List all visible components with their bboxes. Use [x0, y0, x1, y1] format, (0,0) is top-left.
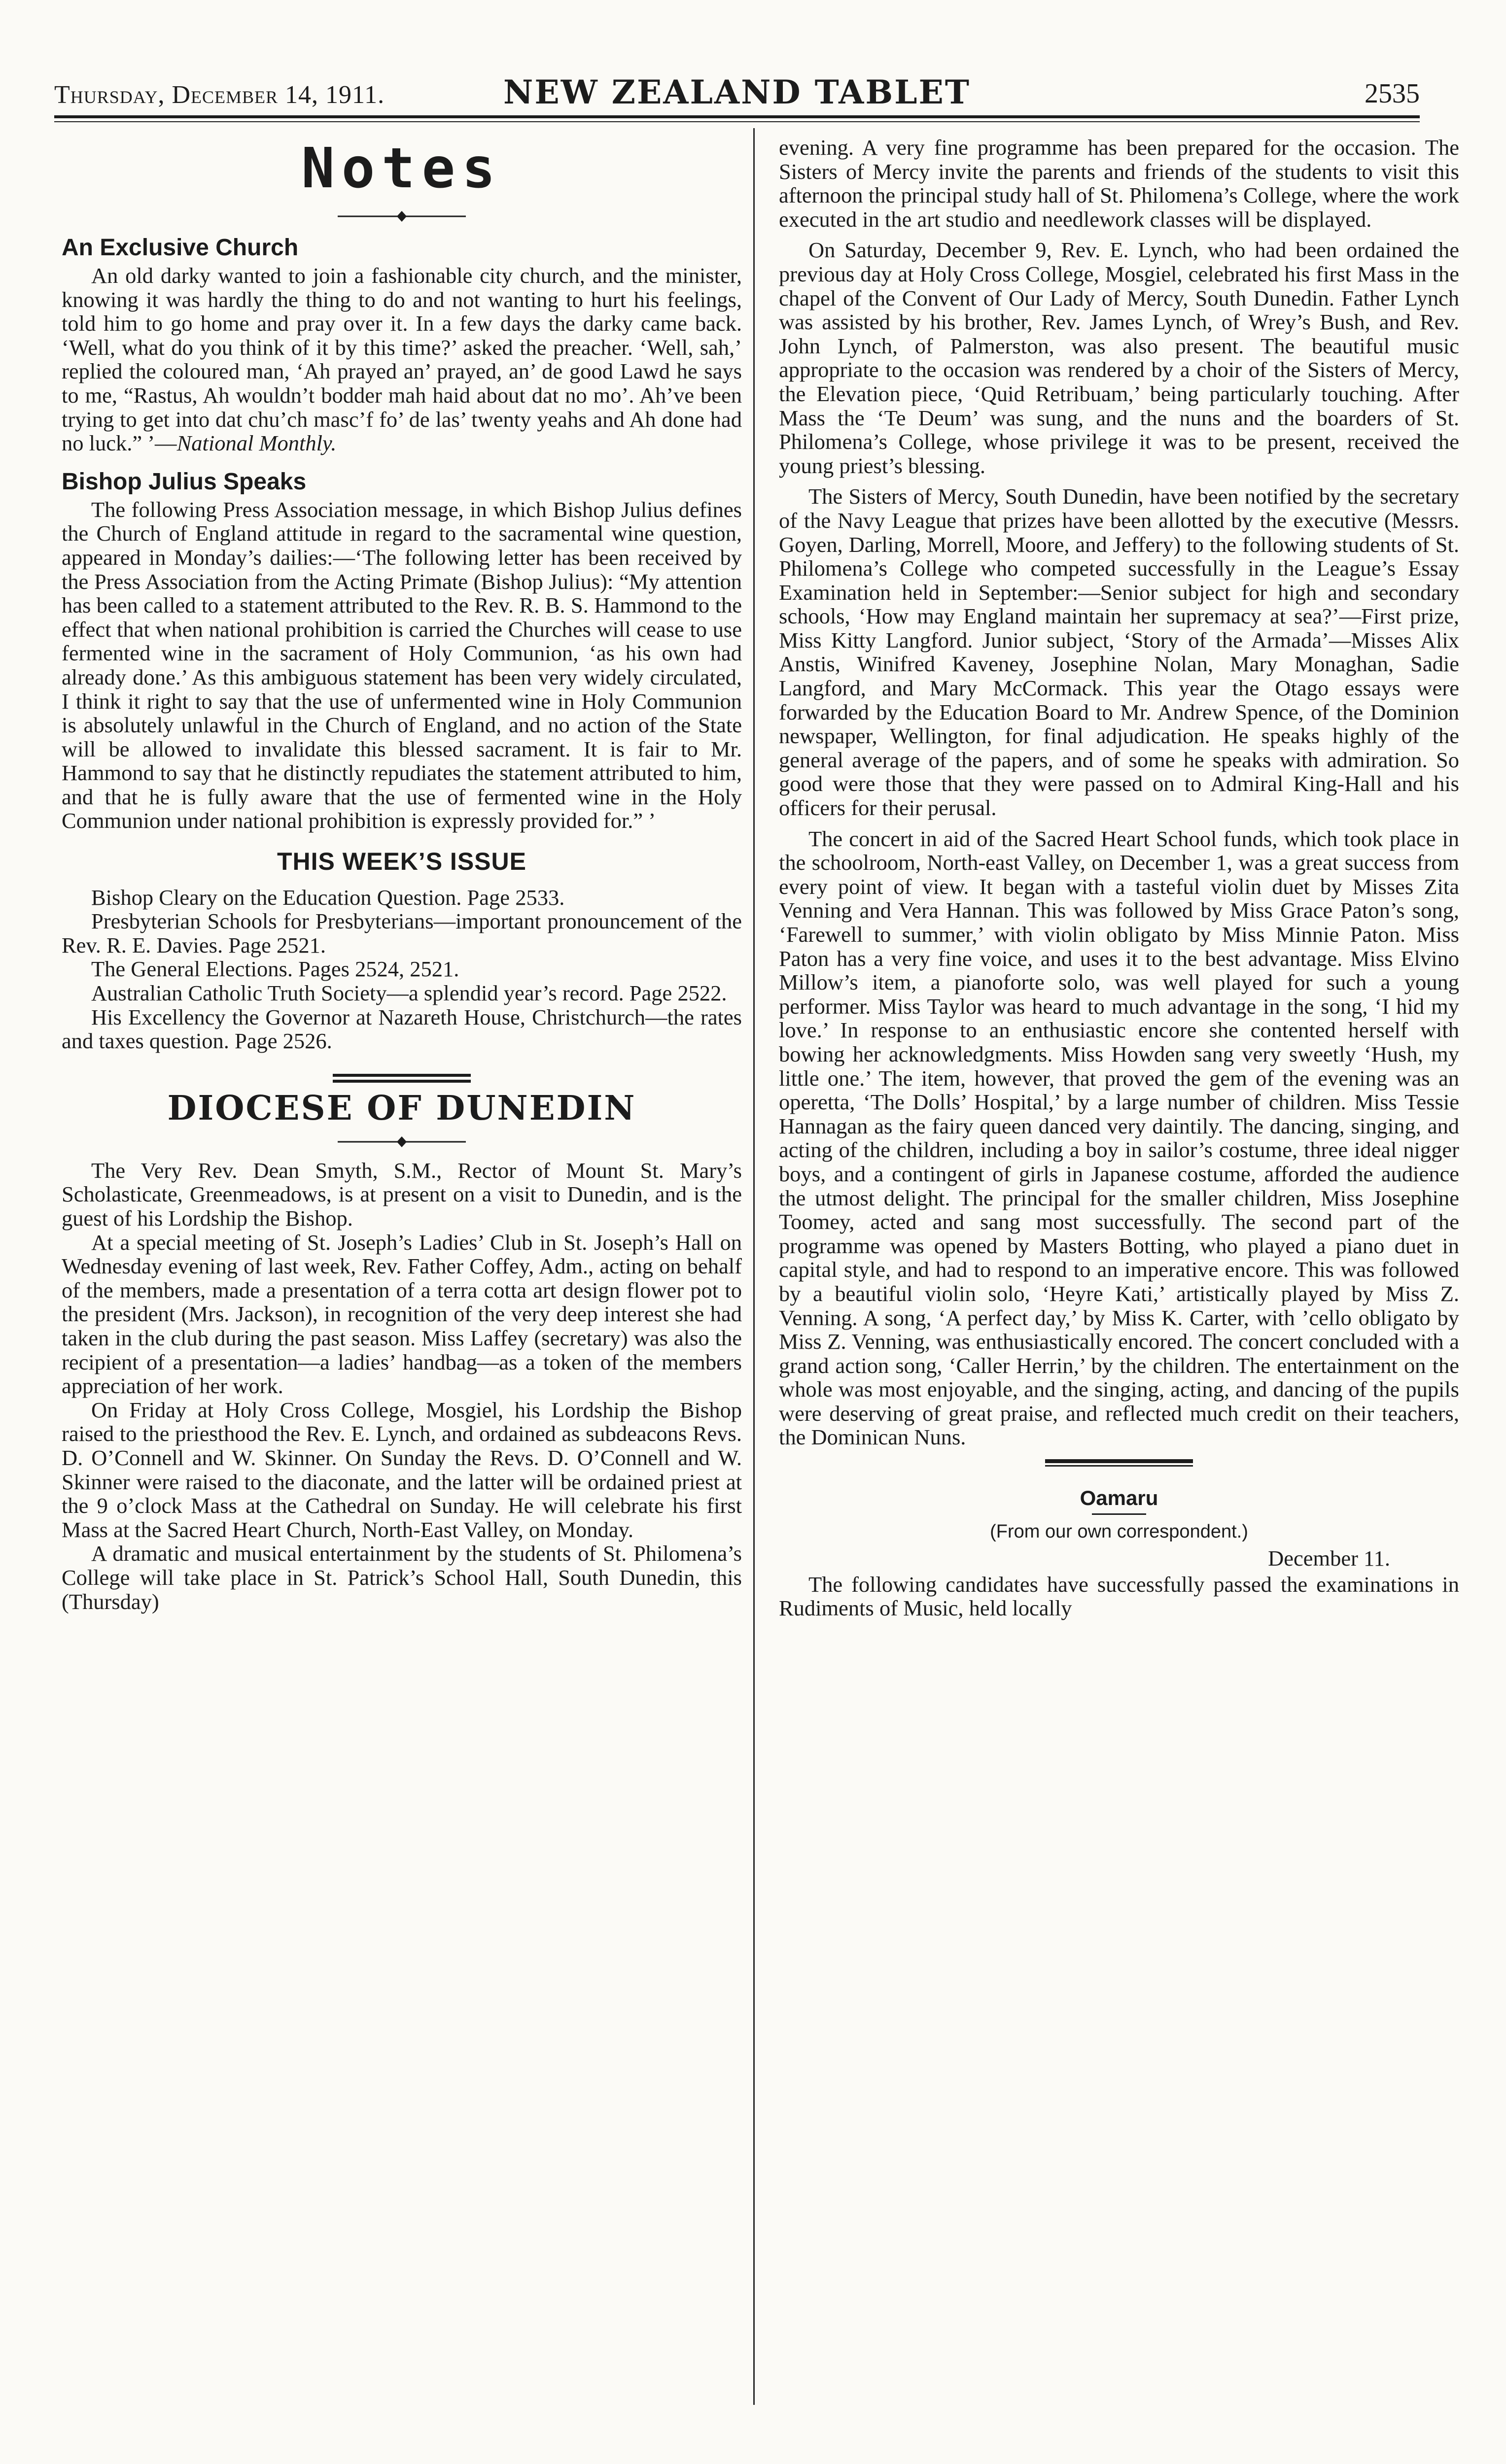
left-column — [62, 136, 742, 1613]
bishop-julius-body: The following Press Association message, in which Bishop Julius defines the Church of England attitude in regard to the sacramental wine question, appeared in Monday’s dailies:—‘The following letter has been received by the Press Association from the Acting Primate (Bishop Julius): “My attention has been called to a statement attributed to the Rev. R. B. S. Hammond to the effect that when national prohibition is carried the Churches will cease to use fermented wine in the sacrament of Holy Communion, ‘as his own had already done.’ As this ambiguous statement has been very widely circulated, I think it right to say that the use of unfermented wine in Holy Communion is absolutely unlawful in the Church of England, and no action of the State will be allowed to invalidate this blessed sacrament. It is fair to Mr. Hammond to say that he distinctly repudiates the statement attributed to him, and that he is fully aware that the use of fermented wine in the Holy Communion under national prohibition is expressly provided for.” ’ — [62, 497, 742, 833]
list-item: The General Elections. Pages 2524, 2521. — [91, 957, 459, 982]
header-rule-thin — [54, 121, 1420, 122]
exclusive-church-body: An old darky wanted to join a fashionable city church, and the minister, knowing it was hardly the thing to do and not wanting to hurt his feelings, told him to go home and pray over it. In a few days the darky came back. ‘Well, what do you think of it by this time?’ asked the preacher. ‘Well, sah,’ replied the coloured man, ‘Ah prayed an’ prayed, an’ de good Lawd he says to me, “Rastus, Ah wouldn’t bodder mah haid about dat no mo’. Ah’ve been trying to get into dat chu’ch masc’f fo’ de las’ twenty yeahs and Ah done had no luck.” ’—National Monthly. — [62, 263, 742, 456]
notes-title: Notes — [301, 137, 502, 201]
exclusive-church-source: National Monthly. — [176, 431, 337, 456]
column-divider — [753, 128, 755, 2405]
diamond-ornament-icon — [62, 1130, 742, 1147]
issue-contents-list — [62, 886, 742, 1053]
diocese-paragraph: On Friday at Holy Cross College, Mosgiel, his Lordship the Bishop raised to the priesthood the Rev. E. Lynch, and ordained as subdeacons Revs. D. O’Connell and W. Skinner. On Sunday the Revs. D. O’Connell and W. Skinner were raised to the diaconate, and the latter will be ordained priest at the 9 o’clock Mass at the Cathedral on Sunday. He will celebrate his first Mass at the Sacred Heart Church, North-East Valley, on Monday. — [62, 1397, 742, 1542]
header-rule-thick — [54, 115, 1420, 118]
oamaru-heading: Oamaru — [1080, 1486, 1158, 1510]
diamond-ornament-icon — [62, 205, 742, 221]
oamaru-rule — [1092, 1513, 1146, 1515]
oamaru-dateline: December 11. — [1268, 1546, 1390, 1571]
list-item: Bishop Cleary on the Education Question. Page 2533. — [91, 885, 565, 910]
continued-paragraph: evening. A very fine programme has been prepared for the occasion. The Sisters of Mercy invite the parents and friends of the students to visit this afternoon the principal study hall of St. Philomena’s College, where the work executed in the art studio and needlework classes will be displayed. — [779, 135, 1459, 232]
diocese-paragraph: At a special meeting of St. Joseph’s Ladies’ Club in St. Joseph’s Hall on Wednesday evening of last week, Rev. Father Coffey, Adm., acting on behalf of the members, made a presentation of a terra cotta art design flower pot to the president (Mrs. Jackson), in recognition of the very deep interest she had taken in the club during the past season. Miss Laffey (secretary) was also the recipient of a presentation—a ladies’ handbag—as a token of the members appreciation of her work. — [62, 1230, 742, 1399]
diocese-paragraph: A dramatic and musical entertainment by the students of St. Philomena’s College will take place in St. Patrick’s School Hall, South Dunedin, this (Thursday) — [62, 1541, 742, 1614]
section-heading-exclusive-church: An Exclusive Church — [62, 235, 299, 261]
navy-league-paragraph: The Sisters of Mercy, South Dunedin, have been notified by the secretary of the Navy League that prizes have been allotted by the executive (Messrs. Goyen, Darling, Morrell, Moore, and Jeffery) to the following students of St. Philomena’s College who competed successfully in the League’s Essay Examination held in September:—Senior subject for high and secondary schools, ‘How may England maintain her supremacy at sea?’—First prize, Miss Kitty Langford. Junior subject, ‘Story of the Armada’—Misses Alix Anstis, Winifred Kaveney, Josephine Nolan, Mary Monaghan, Sadie Langford, and Mary McCormack. This year the Otago essays were forwarded by the Education Board to Mr. Andrew Spence, of the Dominion newspaper, Wellington, for final adjudication. He speaks highly of the general average of the papers, and of some he speaks with admiration. So good were those that they were passed on to Admiral King-Hall and his officers for their perusal. — [779, 484, 1459, 821]
section-rule — [1045, 1459, 1193, 1467]
concert-paragraph: The concert in aid of the Sacred Heart School funds, which took place in the schoolroom, North-east Valley, on December 1, was a great success from every point of view. It began with a tasteful violin duet by Misses Zita Venning and Vera Hannan. This was followed by Miss Grace Paton’s song, ‘Farewell to summer,’ with violin obligato by Miss Minnie Paton. Miss Paton has a very fine voice, and uses it to the best advantage. Miss Elvino Millow’s item, a pianoforte solo, was well played for such a young performer. Miss Taylor was heard to much advantage in the song, ‘I hid my love.’ In response to an enthusiastic encore she contented herself with bowing her acknowledgments. Miss Howden sang very sweetly ‘Hush, my little one.’ The item, however, that proved the gem of the evening was an operetta, ‘The Dolls’ Hospital,’ by a large number of children. Miss Tessie Hannagan as the fairy queen danced very daintily. The dancing, singing, and acting of the children, including a boy in sailor’s costume, three ideal nigger boys, and a contingent of girls in Japanese costume, afforded the audience the utmost delight. The principal for the smaller children, Miss Josephine Toomey, acted and sang most successfully. The second part of the programme was opened by Masters Botting, who played a piano duet in capital style, and had to respond to an imperative encore. This was followed by a beautiful violin solo, ‘Heyre Kati,’ artistically played by Miss Z. Venning. A song, ‘A perfect day,’ by Miss K. Carter, with ’cello obligato by Miss Z. Venning, was enthusiastically encored. The concert concluded with a grand action song, ‘Caller Herrin,’ by the children. The entertainment on the whole was most enjoyable, and the singing, acting, and dancing of the pupils were deserving of great praise, and reflected much credit on their teachers, the Dominican Nuns. — [779, 826, 1459, 1450]
this-weeks-issue-heading: THIS WEEK’S ISSUE — [277, 848, 526, 876]
publication-title: NEW ZEALAND TABLET — [503, 73, 971, 111]
list-item: His Excellency the Governor at Nazareth House, Christchurch—the rates and taxes question. Page 2526. — [62, 1004, 742, 1054]
correspondent-note: (From our own correspondent.) — [990, 1521, 1248, 1542]
list-item: Presbyterian Schools for Presbyterians—important pronouncement of the Rev. R. E. Davies. Page 2521. — [62, 909, 742, 958]
right-column — [779, 136, 1459, 1620]
diocese-paragraph: The Very Rev. Dean Smyth, S.M., Rector of Mount St. Mary’s Scholasticate, Greenmeadows, is at present on a visit to Dunedin, and is the guest of his Lordship the Bishop. — [62, 1158, 742, 1231]
oamaru-body: The following candidates have successfully passed the examinations in Rudiments of Music, held locally — [779, 1572, 1459, 1621]
section-heading-bishop-julius: Bishop Julius Speaks — [62, 468, 307, 495]
diocese-heading: DIOCESE OF DUNEDIN — [167, 1088, 636, 1128]
page-number: 2535 — [1365, 78, 1420, 109]
page-header — [54, 74, 1420, 113]
issue-date: Thursday, December 14, 1911. — [54, 81, 385, 109]
list-item: Australian Catholic Truth Society—a splendid year’s record. Page 2522. — [91, 981, 727, 1006]
section-double-rule — [333, 1074, 471, 1083]
lynch-mass-paragraph: On Saturday, December 9, Rev. E. Lynch, who had been ordained the previous day at Holy Cross College, Mosgiel, celebrated his first Mass in the chapel of the Convent of Our Lady of Mercy, South Dunedin. Father Lynch was assisted by his brother, Rev. James Lynch, of Wrey’s Bush, and Rev. John Lynch, of Palmerston, was also present. The beautiful music appropriate to the occasion was rendered by a choir of the Sisters of Mercy, the Elevation piece, ‘Quid Retribuam,’ being particularly touching. After Mass the ‘Te Deum’ was sung, and the nuns and the boarders of St. Philomena’s College, whose privilege it was to be present, received the young priest’s blessing. — [779, 238, 1459, 478]
